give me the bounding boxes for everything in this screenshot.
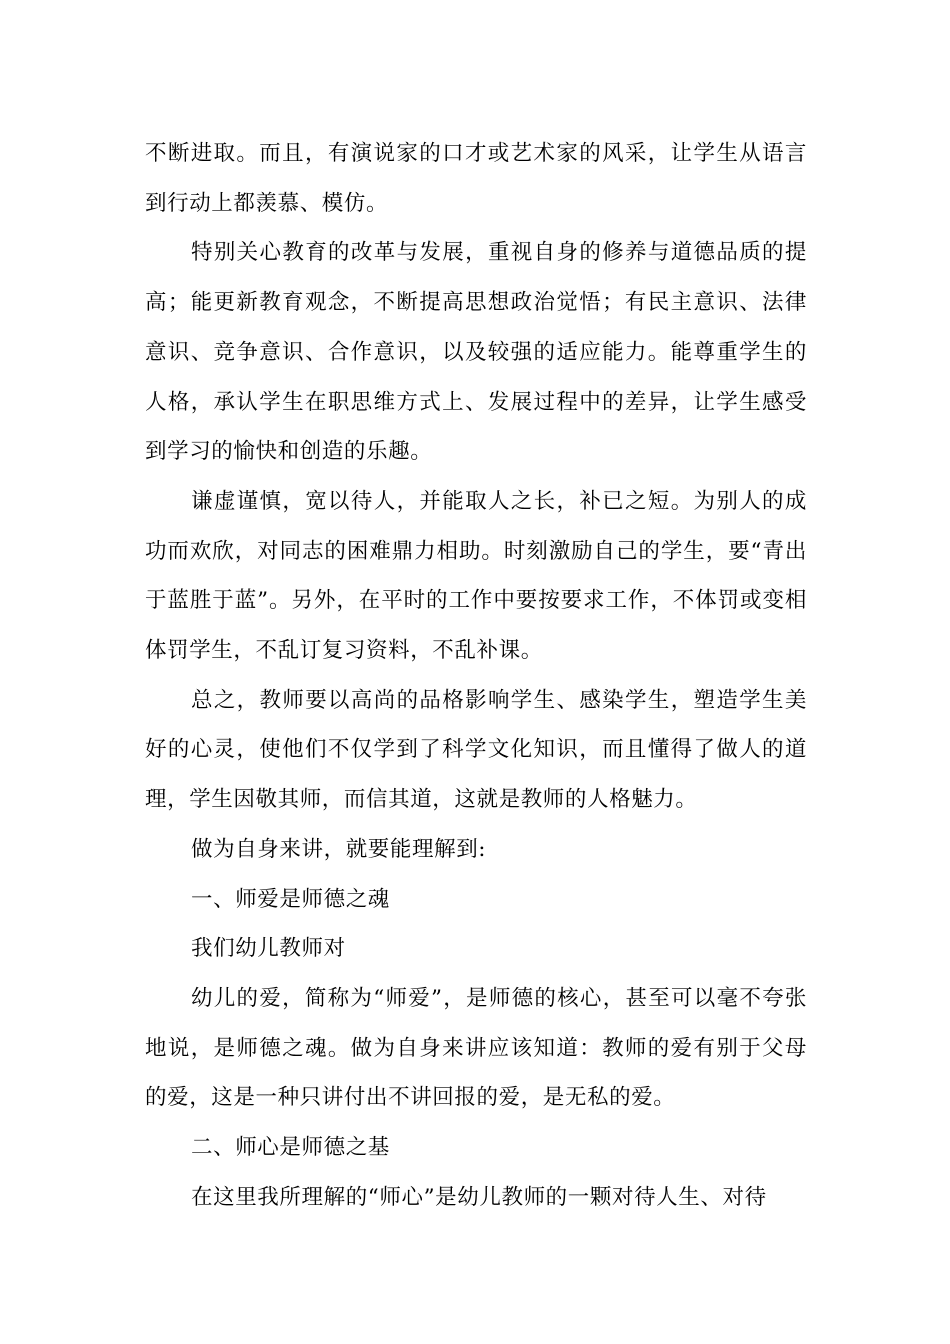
paragraph-1: 不断进取。而且，有演说家的口才或艺术家的风采，让学生从语言到行动上都羡慕、模仿。 — [145, 141, 807, 216]
paragraph-10: 在这里我所理解的“师心”是幼儿教师的一颗对待人生、对待 — [191, 1184, 767, 1210]
paragraph-4: 总之，教师要以高尚的品格影响学生、感染学生，塑造学生美好的心灵，使他们不仅学到了科学文化知识，而且懂得了做人的道理，学生因敬其师，而信其道，这就是教师的人格魅力。 — [145, 687, 807, 813]
paragraph-8: 幼儿的爱，简称为“师爱”，是师德的核心，甚至可以毫不夸张地说，是师德之魂。做为自身来讲应该知道：教师的爱有别于父母的爱，这是一种只讲付出不讲回报的爱，是无私的爱。 — [145, 985, 807, 1111]
paragraph-2: 特别关心教育的改革与发展，重视自身的修养与道德品质的提高；能更新教育观念，不断提高思想政治觉悟；有民主意识、法律意识、竞争意识、合作意识，以及较强的适应能力。能尊重学生的人格，承认学生在职思维方式上、发展过程中的差异，让学生感受到学习的愉快和创造的乐趣。 — [145, 240, 807, 465]
section-heading-1: 一、师爱是师德之魂 — [191, 886, 390, 912]
document-body — [145, 129, 807, 1222]
paragraph-3: 谦虚谨慎，宽以待人，并能取人之长，补已之短。为别人的成功而欢欣，对同志的困难鼎力相助。时刻激励自己的学生，要“青出于蓝胜于蓝”。另外，在平时的工作中要按要求工作，不体罚或变相体罚学生，不乱订复习资料，不乱补课。 — [145, 488, 807, 664]
section-heading-2: 二、师心是师德之基 — [191, 1135, 390, 1161]
paragraph-5: 做为自身来讲，就要能理解到: — [191, 836, 487, 862]
paragraph-7: 我们幼儿教师对 — [191, 936, 346, 962]
